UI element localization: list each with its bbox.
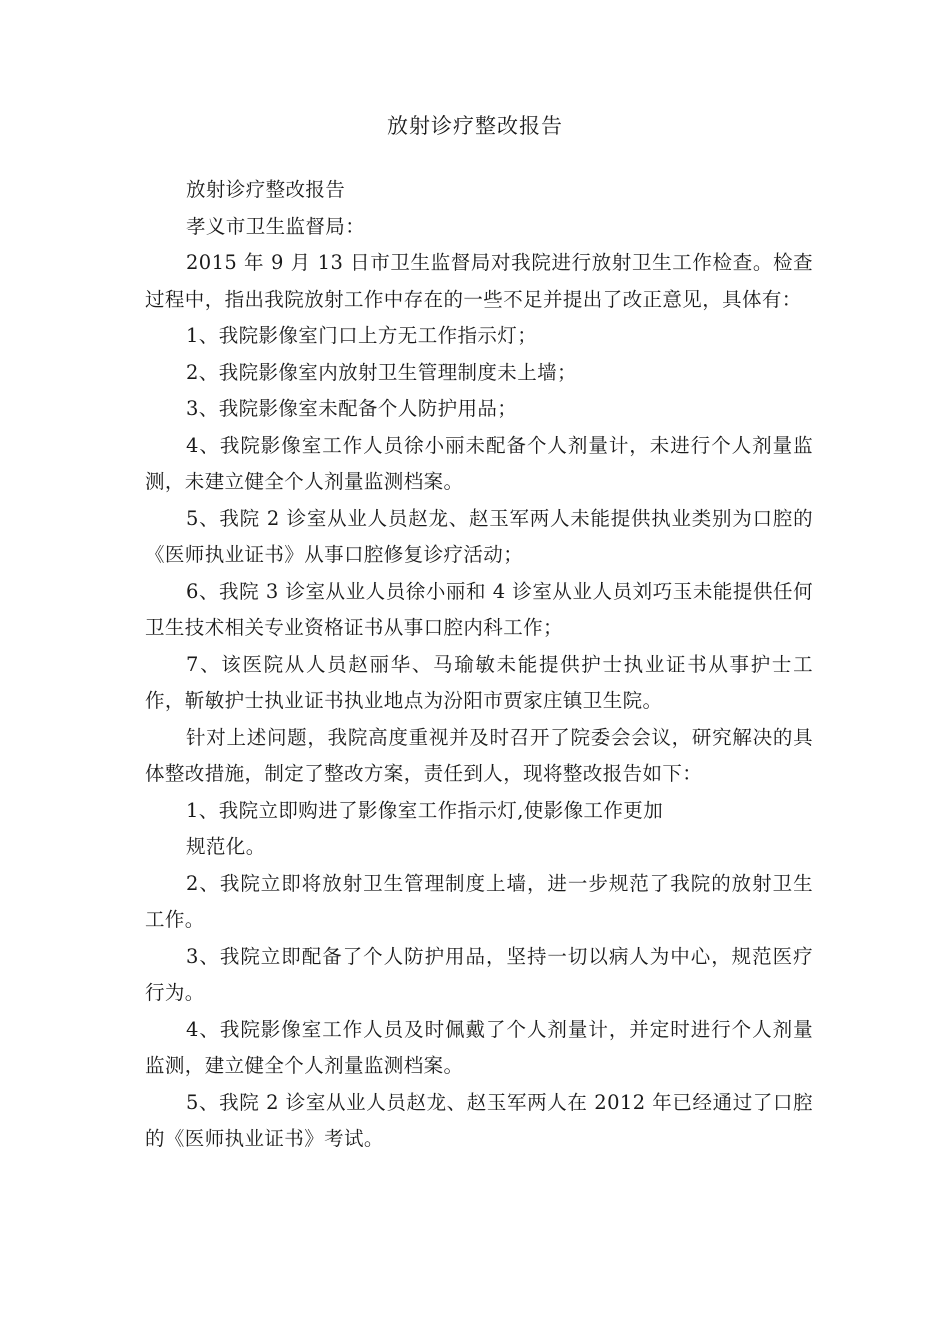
fix-item-1: 1、我院立即购进了影像室工作指示灯,使影像工作更加 [186, 798, 664, 822]
issue-item-2: 2、我院影像室内放射卫生管理制度未上墙； [186, 360, 577, 384]
fix-item-5: 5、我院 2 诊室从业人员赵龙、赵玉军两人在 2012 年已经通过了口腔的《医师执业证书》考试。 [145, 1090, 813, 1150]
paragraph-response: 针对上述问题，我院高度重视并及时召开了院委会会议，研究解决的具体整改措施，制定了整改方案，责任到人，现将整改报告如下： [145, 725, 813, 785]
issue-item-4: 4、我院影像室工作人员徐小丽未配备个人剂量计，未进行个人剂量监测，未建立健全个人剂量监测档案。 [145, 433, 813, 493]
issue-item-6: 6、我院 3 诊室从业人员徐小丽和 4 诊室从业人员刘巧玉未能提供任何卫生技术相关专业资格证书从事口腔内科工作； [145, 579, 813, 639]
paragraph-intro: 2015 年 9 月 13 日市卫生监督局对我院进行放射卫生工作检查。检查过程中，指出我院放射工作中存在的一些不足并提出了改正意见，具体有： [145, 251, 813, 311]
document-body [145, 172, 813, 1158]
document-title: 放射诊疗整改报告 [387, 114, 563, 138]
addressee: 孝义市卫生监督局： [186, 214, 366, 238]
issue-item-7: 7、该医院从人员赵丽华、马瑜敏未能提供护士执业证书从事护士工作，靳敏护士执业证书执业地点为汾阳市贾家庄镇卫生院。 [145, 652, 813, 712]
issue-item-1: 1、我院影像室门口上方无工作指示灯； [186, 324, 538, 347]
fix-item-2: 2、我院立即将放射卫生管理制度上墙，进一步规范了我院的放射卫生工作。 [145, 871, 813, 931]
fix-item-4: 4、我院影像室工作人员及时佩戴了个人剂量计，并定时进行个人剂量监测，建立健全个人剂量监测档案。 [145, 1017, 813, 1077]
issue-item-3: 3、我院影像室未配备个人防护用品； [186, 397, 518, 420]
fix-item-1-continued: 规范化。 [186, 835, 266, 858]
body-heading: 放射诊疗整改报告 [186, 178, 346, 201]
fix-item-3: 3、我院立即配备了个人防护用品，坚持一切以病人为中心，规范医疗行为。 [145, 944, 813, 1004]
issue-item-5: 5、我院 2 诊室从业人员赵龙、赵玉军两人未能提供执业类别为口腔的《医师执业证书》从事口腔修复诊疗活动； [145, 506, 813, 566]
